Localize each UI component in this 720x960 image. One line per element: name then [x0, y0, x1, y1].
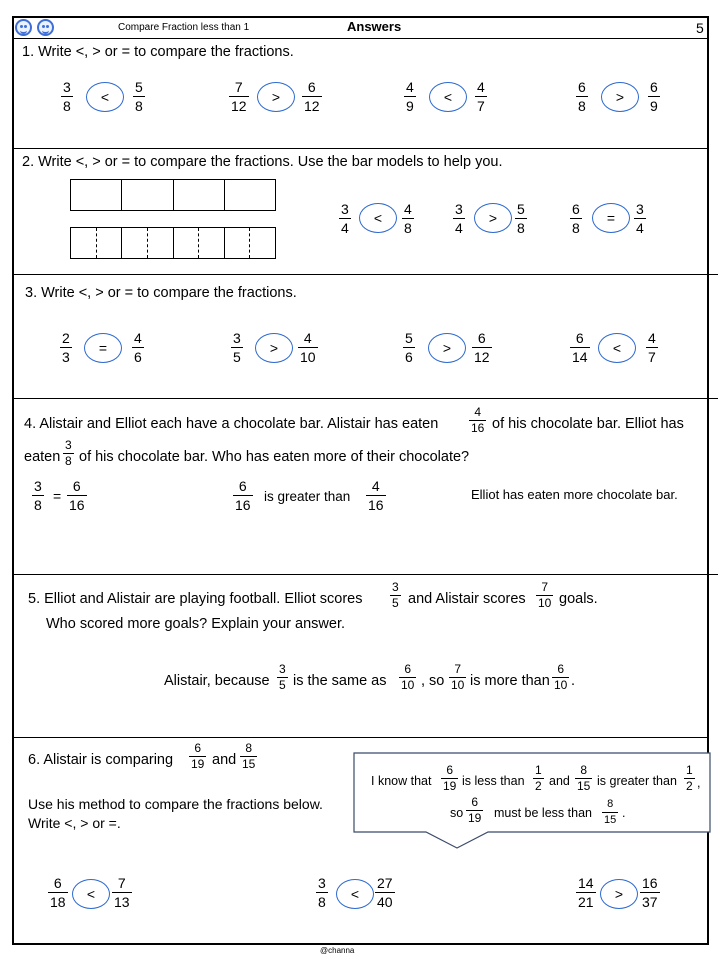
- bubble-fraction-6-19: 6 19: [443, 763, 457, 793]
- answer-fraction-3-5: 3 5: [279, 662, 286, 692]
- footer-credit: @channa: [320, 946, 355, 955]
- comparison-answer-circle[interactable]: >: [255, 333, 293, 363]
- question-5-text-a: 5. Elliot and Alistair are playing football. Elliot scores: [28, 591, 363, 607]
- answer-fraction-6-10-b: 6 10: [554, 662, 568, 692]
- answer-5-text-c: , so: [421, 673, 445, 689]
- left-fraction: 3 4: [455, 201, 463, 236]
- left-fraction: 3 5: [233, 330, 241, 365]
- work-fraction-3-8: 3 8: [34, 478, 42, 513]
- page-number: 5: [696, 20, 704, 36]
- left-fraction: 5 6: [405, 330, 413, 365]
- comparison-answer-circle[interactable]: <: [359, 203, 397, 233]
- compare-fraction-4-16: 4 16: [368, 478, 384, 513]
- answer-5-text-a: Alistair, because: [164, 673, 270, 689]
- fraction-3-5: 3 5: [392, 580, 399, 610]
- comparison-answer-circle[interactable]: >: [601, 82, 639, 112]
- fraction-7-10: 7 10: [538, 580, 552, 610]
- is-greater-than-text: is greater than: [264, 489, 351, 504]
- divider: [12, 148, 709, 149]
- divider: [12, 737, 709, 738]
- left-fraction: 4 9: [406, 79, 414, 114]
- worksheet-title: Compare Fraction less than 1: [118, 22, 250, 33]
- fraction-6-19: 6 19: [191, 741, 205, 771]
- question-4-answer: Elliot has eaten more chocolate bar.: [471, 487, 678, 502]
- right-fraction: 16 37: [642, 875, 658, 910]
- fraction-3-8: 3 8: [65, 438, 72, 468]
- right-fraction: 4 7: [477, 79, 485, 114]
- comparison-answer-circle[interactable]: >: [257, 82, 295, 112]
- comparison-answer-circle[interactable]: <: [598, 333, 636, 363]
- question-4-text-line2a: eaten: [24, 449, 61, 465]
- question-3-prompt: 3. Write <, > or = to compare the fractions.: [25, 285, 297, 301]
- question-4-text-line2b: of his chocolate bar. Who has eaten more of their chocolate?: [79, 449, 470, 465]
- question-4-text-line1a: 4. Alistair and Elliot each have a chocolate bar. Alistair has eaten: [24, 416, 439, 432]
- divider: [12, 38, 709, 39]
- divider: [12, 574, 718, 575]
- comparison-answer-circle[interactable]: =: [592, 203, 630, 233]
- right-fraction: 3 4: [636, 201, 644, 236]
- answer-fraction-6-10: 6 10: [401, 662, 415, 692]
- left-fraction: 6 8: [578, 79, 586, 114]
- question-5-text-d: Who scored more goals? Explain your answer.: [46, 616, 346, 632]
- comparison-answer-circle[interactable]: <: [72, 879, 110, 909]
- right-fraction: 4 6: [134, 330, 142, 365]
- bubble-fraction-1-2-b: 1 2: [686, 763, 693, 793]
- page-heading: Answers: [347, 19, 402, 34]
- question-5-text-c: goals.: [559, 591, 598, 607]
- equals-sign: =: [53, 488, 62, 504]
- answer-5-text-b: is the same as: [293, 673, 387, 689]
- right-fraction: 4 7: [648, 330, 656, 365]
- comparison-answer-circle[interactable]: =: [84, 333, 122, 363]
- question-1-prompt: 1. Write <, > or = to compare the fractions.: [22, 44, 294, 60]
- answer-5-text-d: is more than: [470, 673, 550, 689]
- right-fraction: 4 8: [404, 201, 412, 236]
- question-6-text-a: 6. Alistair is comparing: [28, 752, 174, 768]
- comparison-answer-circle[interactable]: <: [429, 82, 467, 112]
- left-fraction: 6 14: [572, 330, 588, 365]
- bar-model-quarters: [70, 179, 276, 211]
- right-fraction: 6 12: [304, 79, 320, 114]
- left-fraction: 3 8: [318, 875, 326, 910]
- comparison-answer-circle[interactable]: >: [600, 879, 638, 909]
- divider: [12, 274, 718, 275]
- question-2-prompt: 2. Write <, > or = to compare the fractions. Use the bar models to help you.: [22, 154, 503, 170]
- bubble-text-b: is less than: [462, 774, 525, 788]
- left-fraction: 7 12: [231, 79, 247, 114]
- right-fraction: 5 8: [517, 201, 525, 236]
- right-fraction: 7 13: [114, 875, 130, 910]
- compare-fraction-6-16: 6 16: [235, 478, 251, 513]
- left-fraction: 3 4: [341, 201, 349, 236]
- question-6-text-c: Use his method to compare the fractions below.: [28, 796, 323, 812]
- answer-fraction-7-10: 7 10: [451, 662, 465, 692]
- right-fraction: 27 40: [377, 875, 393, 910]
- left-fraction: 2 3: [62, 330, 70, 365]
- left-fraction: 6 18: [50, 875, 66, 910]
- bubble-text-c: and: [549, 774, 570, 788]
- comparison-answer-circle[interactable]: <: [86, 82, 124, 112]
- question-6-text-b: and: [212, 752, 237, 768]
- bubble-fraction-6-19-b: 6 19: [468, 795, 482, 825]
- divider: [12, 398, 718, 399]
- answer-5-text-e: .: [571, 673, 576, 689]
- work-fraction-6-16: 6 16: [69, 478, 85, 513]
- bubble-fraction-1-2: 1 2: [535, 763, 542, 793]
- bubble-text-e: ,: [697, 776, 701, 790]
- bar-model-eighths: [70, 227, 276, 259]
- right-fraction: 6 12: [474, 330, 490, 365]
- left-fraction: 14 21: [578, 875, 594, 910]
- bubble-fraction-8-15-b: 8 15: [604, 798, 617, 826]
- right-fraction: 4 10: [300, 330, 316, 365]
- bubble-text-d: is greater than: [597, 774, 677, 788]
- comparison-answer-circle[interactable]: >: [428, 333, 466, 363]
- right-fraction: 5 8: [135, 79, 143, 114]
- bubble-text-f: so: [450, 806, 464, 820]
- question-4-text-line1b: of his chocolate bar. Elliot has: [492, 416, 684, 432]
- bubble-fraction-8-15: 8 15: [577, 763, 591, 793]
- bubble-text-h: .: [622, 806, 626, 820]
- question-5-text-b: and Alistair scores: [408, 591, 526, 607]
- fraction-8-15: 8 15: [242, 741, 256, 771]
- comparison-answer-circle[interactable]: <: [336, 879, 374, 909]
- bubble-text-g: must be less than: [494, 806, 592, 820]
- fraction-4-16: 4 16: [471, 405, 485, 435]
- left-fraction: 3 8: [63, 79, 71, 114]
- question-6-text-d: Write <, > or =.: [28, 815, 121, 831]
- left-fraction: 6 8: [572, 201, 580, 236]
- right-fraction: 6 9: [650, 79, 658, 114]
- comparison-answer-circle[interactable]: >: [474, 203, 512, 233]
- bubble-text-a: I know that: [371, 774, 432, 788]
